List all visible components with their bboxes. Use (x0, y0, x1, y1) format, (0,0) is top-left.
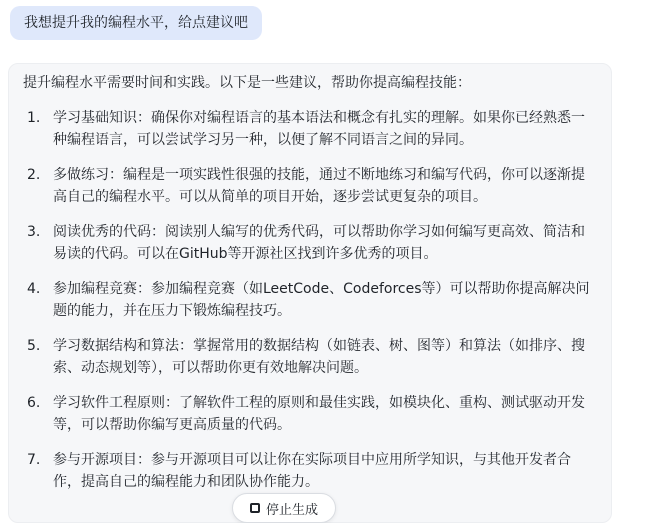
stop-generating-button[interactable] (232, 493, 336, 523)
list-item (23, 164, 595, 208)
list-item-text: 学习软件工程原则：了解软件工程的原则和最佳实践，如模块化、重构、测试驱动开发等，可以帮助你编写更高质量的代码。 (53, 395, 585, 433)
suggestion-list (23, 107, 595, 493)
list-item-number: 2. (27, 167, 41, 183)
user-message-bubble: 我想提升我的编程水平，给点建议吧 (10, 6, 262, 40)
list-item-number: 7. (27, 452, 41, 468)
stop-icon (250, 503, 260, 513)
list-item-text: 阅读优秀的代码：阅读别人编写的优秀代码，可以帮助你学习如何编写更高效、简洁和易读的代码。可以在GitHub等开源社区找到许多优秀的项目。 (53, 224, 585, 262)
list-item (23, 107, 595, 151)
list-item-number: 1. (27, 110, 41, 126)
list-item-number: 4. (27, 281, 41, 297)
list-item-number: 6. (27, 395, 41, 411)
list-item-text: 学习基础知识：确保你对编程语言的基本语法和概念有扎实的理解。如果你已经熟悉一种编程语言，可以尝试学习另一种，以便了解不同语言之间的异同。 (53, 110, 585, 148)
answer-intro: 提升编程水平需要时间和实践。以下是一些建议，帮助你提高编程技能： (23, 75, 471, 91)
list-item (23, 392, 595, 436)
list-item-text: 参与开源项目：参与开源项目可以让你在实际项目中应用所学知识，与其他开发者合作，提高自己的编程能力和团队协作能力。 (53, 452, 571, 490)
list-item (23, 449, 595, 493)
list-item-number: 5. (27, 338, 41, 354)
list-item-number: 3. (27, 224, 41, 240)
assistant-answer-card (8, 63, 612, 523)
list-item (23, 335, 595, 379)
list-item-text: 学习数据结构和算法：掌握常用的数据结构（如链表、树、图等）和算法（如排序、搜索、动态规划等），可以帮助你更有效地解决问题。 (53, 338, 585, 376)
list-item-text: 参加编程竞赛：参加编程竞赛（如LeetCode、Codeforces等）可以帮助你提高解决问题的能力，并在压力下锻炼编程技巧。 (53, 281, 590, 319)
stop-generating-label: 停止生成 (265, 502, 318, 518)
list-item-text: 多做练习：编程是一项实践性很强的技能，通过不断地练习和编写代码，你可以逐渐提高自己的编程水平。可以从简单的项目开始，逐步尝试更复杂的项目。 (53, 167, 585, 205)
list-item (23, 278, 595, 322)
list-item (23, 221, 595, 265)
